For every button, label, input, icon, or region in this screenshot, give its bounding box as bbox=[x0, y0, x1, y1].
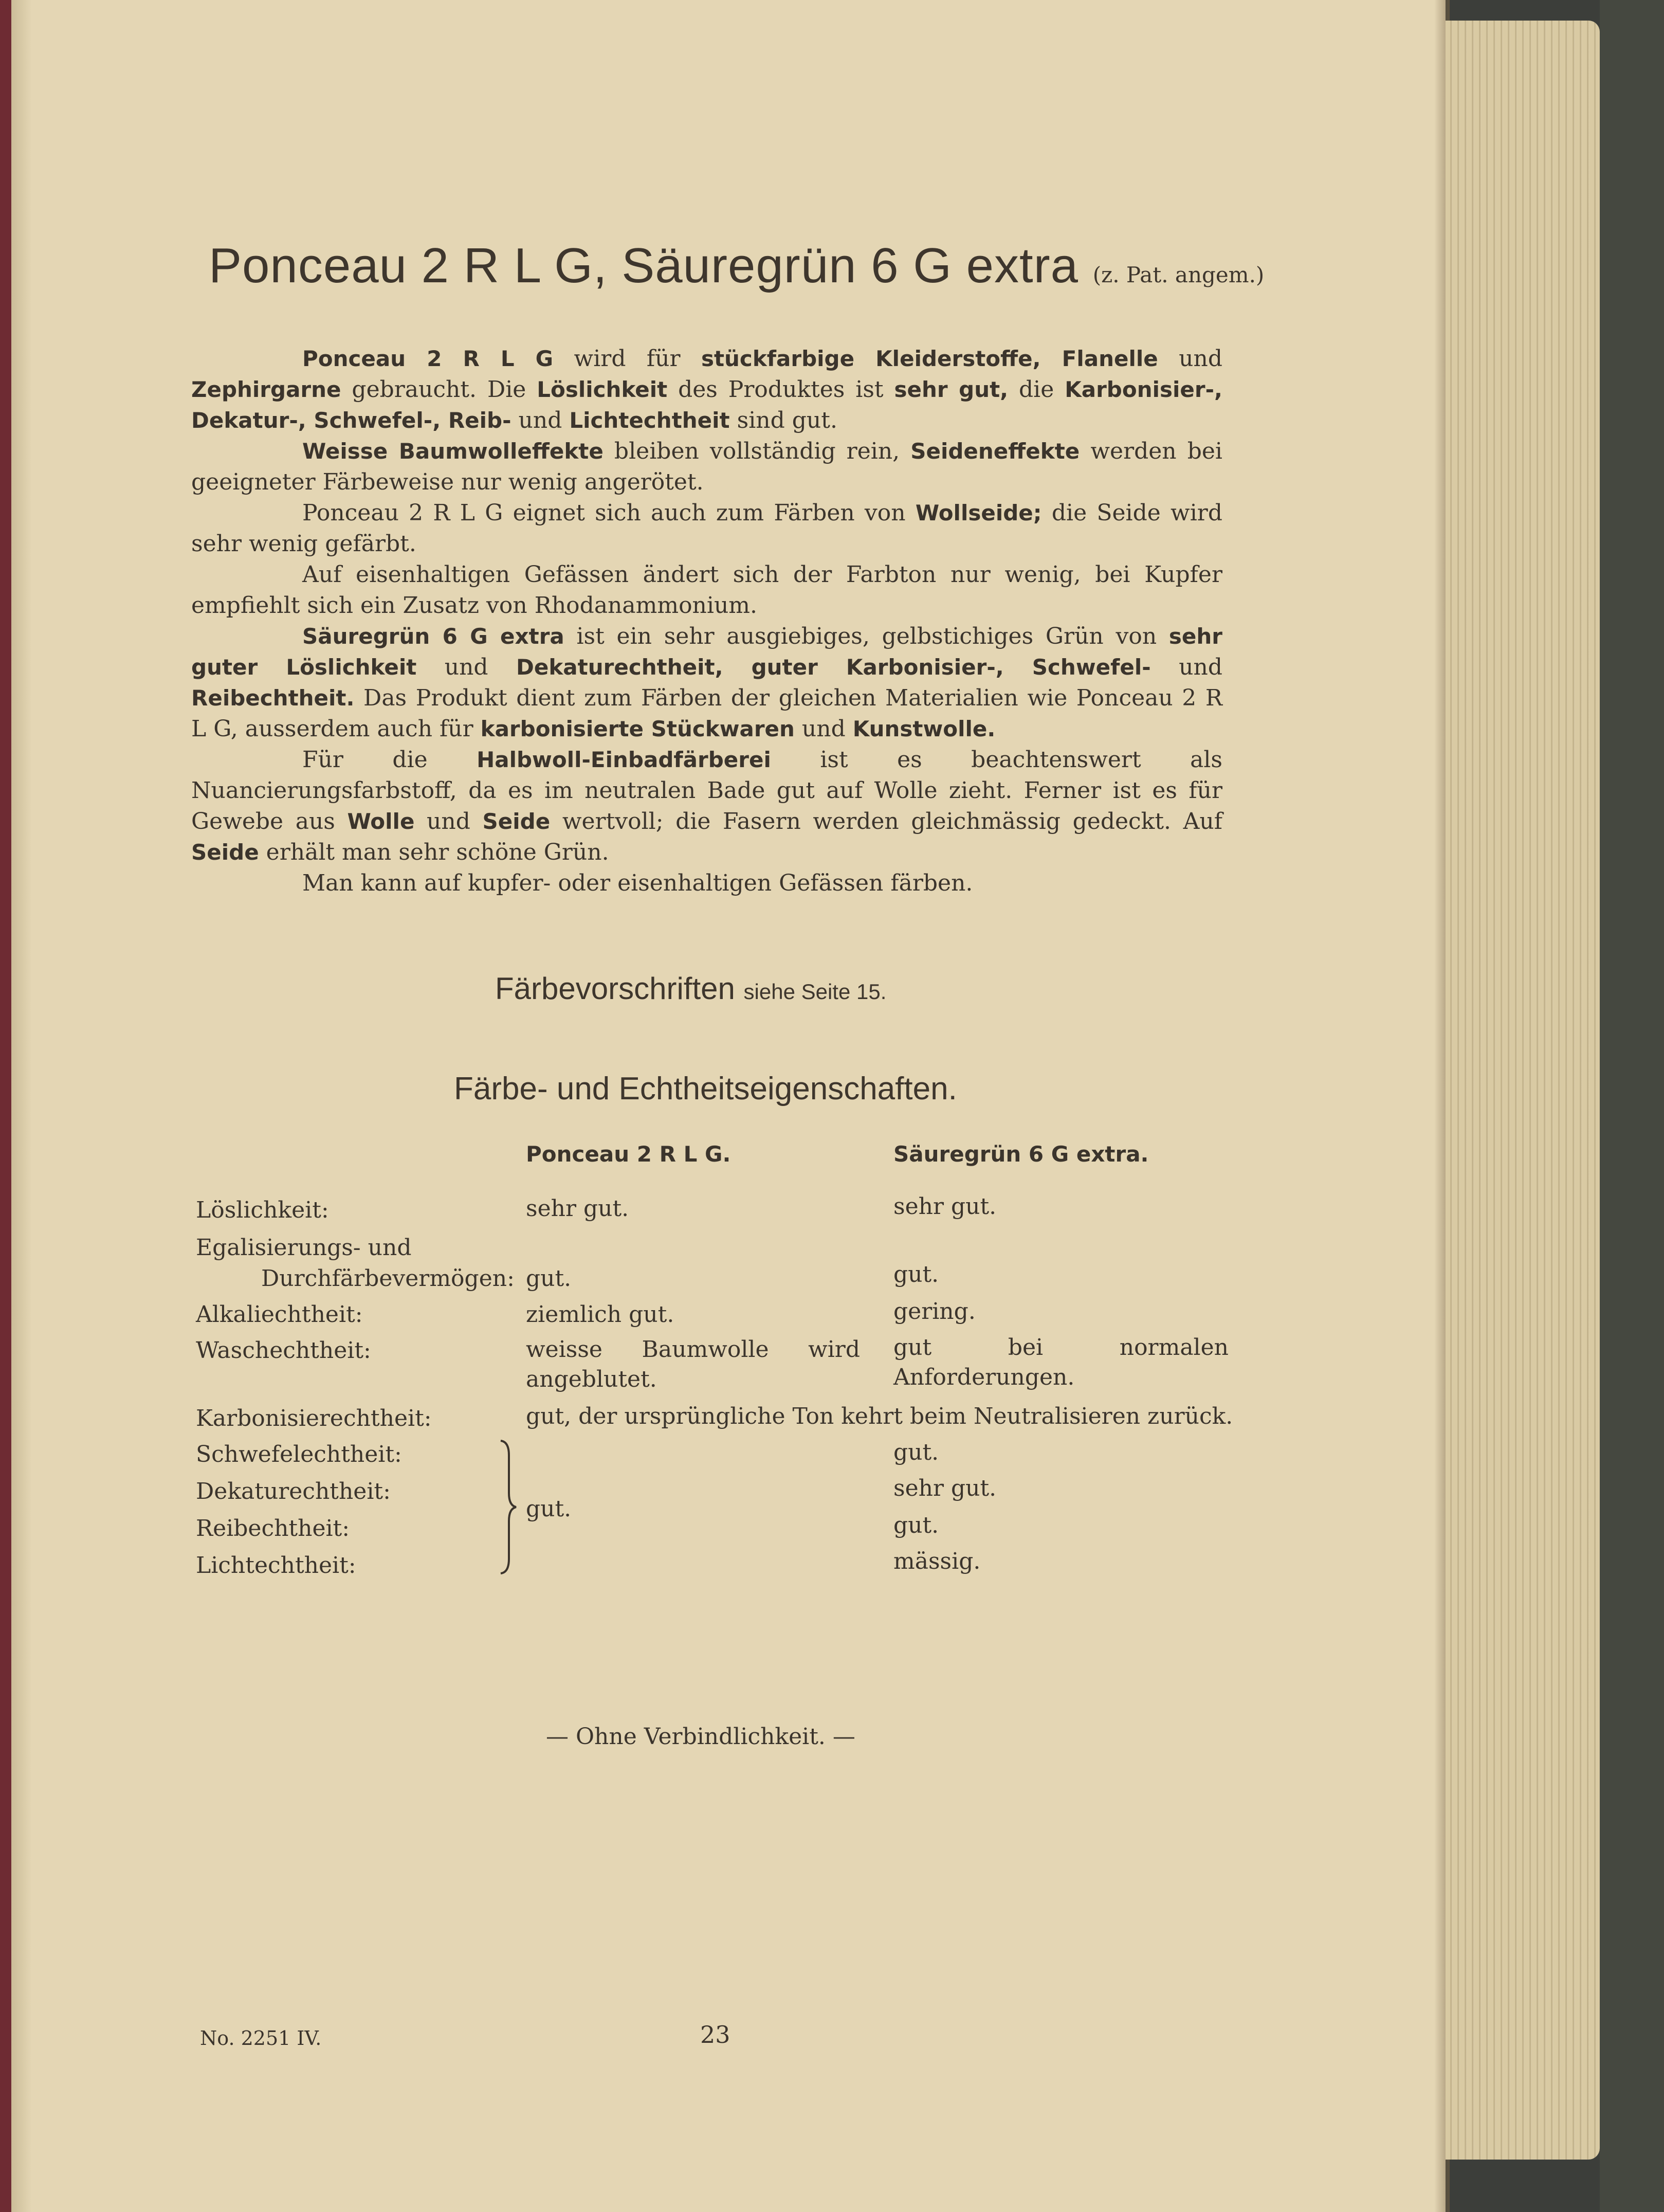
disclaimer: — Ohne Verbindlichkeit. — bbox=[546, 1724, 855, 1750]
properties-heading: Färbe- und Echtheitseigenschaften. bbox=[454, 1071, 957, 1107]
value-saeuregruen-egalisierung: gut. bbox=[893, 1261, 939, 1288]
value-karbonisier-both: gut, der ursprüngliche Ton kehrt beim Neutralisieren zurück. bbox=[526, 1403, 1233, 1429]
value-ponceau-group: gut. bbox=[526, 1496, 572, 1522]
title-text: Ponceau 2 R L G, Säuregrün 6 G extra bbox=[209, 238, 1079, 293]
paragraph-effects: Weisse Baumwolleffekte bleiben vollständig rein, Seideneffekte werden bei geeigneter Färbeweise nur wenig angerötet. bbox=[191, 438, 1222, 495]
title-patent-note: (z. Pat. angem.) bbox=[1092, 262, 1265, 287]
row-label-dekatur: Dekaturechtheit: bbox=[196, 1478, 391, 1504]
document-number: No. 2251 IV. bbox=[200, 2027, 322, 2050]
row-label-licht: Lichtechtheit: bbox=[196, 1552, 356, 1579]
book-cover-left bbox=[0, 0, 11, 2212]
paragraph-saeuregruen: Säuregrün 6 G extra ist ein sehr ausgiebiges, gelbstichiges Grün von sehr guter Löslichkeit und Dekaturechtheit, guter Karbonisier-, Schwefel- und Reibechtheit. Das Produkt dient zum Färben der gleichen Materialien wie Ponceau 2 R L G, ausserdem auch für karbonisierte Stückwaren und Kunstwolle. bbox=[191, 623, 1223, 742]
recipes-page-ref: siehe Seite 15. bbox=[743, 980, 887, 1004]
value-ponceau-loeslichkeit: sehr gut. bbox=[526, 1195, 629, 1222]
paragraph-vessels: Auf eisenhaltigen Gefässen ändert sich der Farbton nur wenig, bei Kupfer empfiehlt sich ein Zusatz von Rhodanammonium. bbox=[191, 561, 1222, 619]
value-saeuregruen-wasch: gut bei normalen Anforderungen. bbox=[893, 1334, 1229, 1390]
value-saeuregruen-schwefel: gut. bbox=[893, 1439, 939, 1465]
value-saeuregruen-dekatur: sehr gut. bbox=[893, 1475, 997, 1501]
row-label-alkali: Alkaliechtheit: bbox=[196, 1301, 363, 1328]
value-ponceau-alkali: ziemlich gut. bbox=[526, 1301, 674, 1328]
value-saeuregruen-licht: mässig. bbox=[893, 1548, 981, 1574]
page-gutter-shadow bbox=[11, 0, 32, 2212]
row-label-egalisierung-1: Egalisierungs- und bbox=[196, 1235, 412, 1261]
column-header-ponceau: Ponceau 2 R L G. bbox=[526, 1141, 731, 1167]
value-ponceau-wasch: weisse Baumwolle wird angeblutet. bbox=[526, 1336, 860, 1392]
value-ponceau-egalisierung: gut. bbox=[526, 1265, 572, 1292]
value-saeuregruen-reib: gut. bbox=[893, 1512, 939, 1538]
brace-icon bbox=[493, 1440, 524, 1574]
row-label-reib: Reibechtheit: bbox=[196, 1515, 350, 1542]
paragraph-copper: Man kann auf kupfer- oder eisenhaltigen Gefässen färben. bbox=[302, 870, 973, 896]
value-saeuregruen-alkali: gering. bbox=[893, 1298, 976, 1325]
row-label-loeslichkeit: Löslichkeit: bbox=[196, 1197, 329, 1223]
paragraph-ponceau-usage: Ponceau 2 R L G wird für stückfarbige Kleiderstoffe, Flanelle und Zephirgarne gebraucht. Die Löslichkeit des Produktes ist sehr gut, die Karbonisier-, Dekatur-, Schwefel-, Reib- und Lichtechtheit sind gut. bbox=[191, 346, 1223, 433]
row-label-wasch: Waschechtheit: bbox=[196, 1337, 371, 1364]
value-saeuregruen-loeslichkeit: sehr gut. bbox=[893, 1193, 997, 1220]
page-title bbox=[209, 238, 1264, 294]
column-header-saeuregruen: Säuregrün 6 G extra. bbox=[893, 1141, 1149, 1167]
body-text bbox=[191, 343, 1222, 899]
row-label-egalisierung-2: Durchfärbevermögen: bbox=[261, 1265, 515, 1292]
row-label-karbonisier: Karbonisierechtheit: bbox=[196, 1405, 432, 1431]
row-label-schwefel: Schwefelechtheit: bbox=[196, 1441, 402, 1467]
recipes-heading: Färbevorschriften siehe Seite 15. bbox=[495, 971, 887, 1006]
paragraph-wollseide: Ponceau 2 R L G eignet sich auch zum Färben von Wollseide; die Seide wird sehr wenig gefärbt. bbox=[191, 500, 1222, 557]
book-cover-right bbox=[1600, 0, 1664, 2212]
page-number: 23 bbox=[700, 2021, 730, 2048]
page-stack-edges bbox=[1446, 21, 1600, 2160]
paragraph-halbwolle: Für die Halbwoll-Einbadfärberei ist es beachtenswert als Nuancierungsfarbstoff, da es im neutralen Bade gut auf Wolle zieht. Ferner ist es für Gewebe aus Wolle und Seide wertvoll; die Fasern werden gleichmässig gedeckt. Auf Seide erhält man sehr schöne Grün. bbox=[191, 747, 1222, 865]
